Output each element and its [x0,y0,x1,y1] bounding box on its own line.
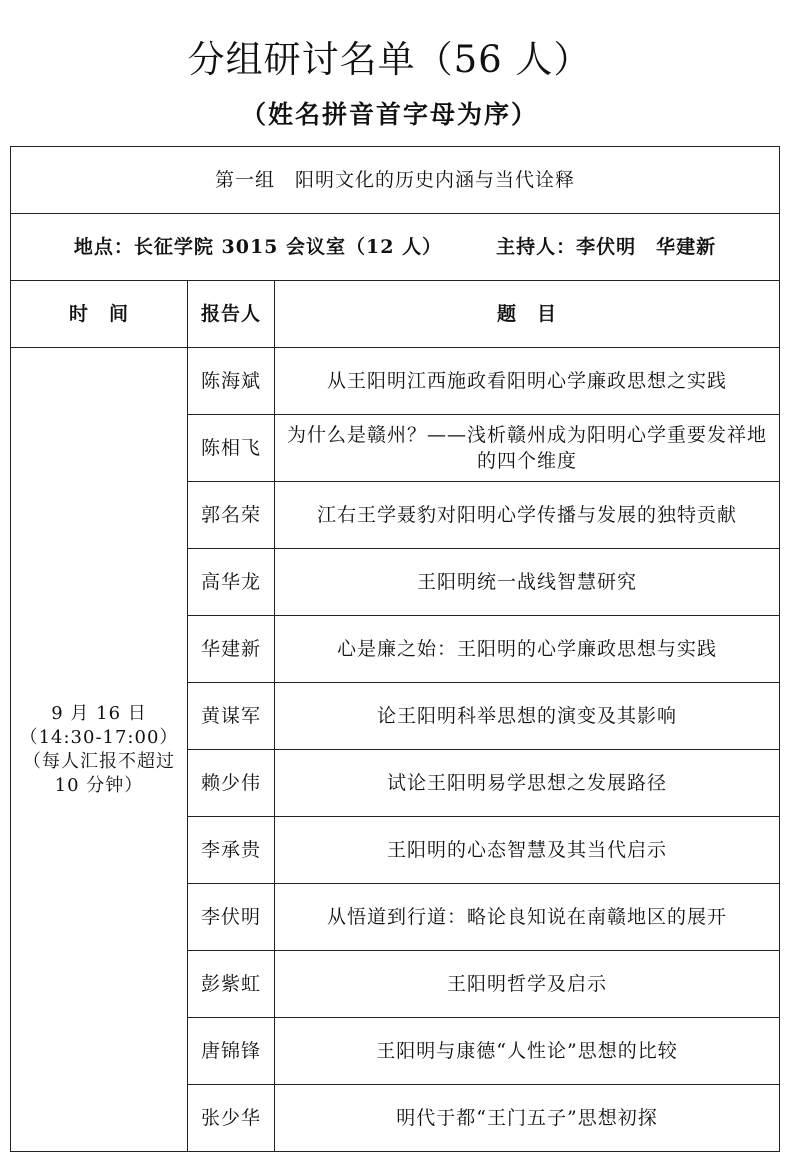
session-date: 9 月 16 日 [51,702,147,724]
speaker-cell: 黄谋军 [188,683,275,750]
column-header-time: 时 间 [11,281,188,348]
page-title: 分组研讨名单（56 人） [187,38,592,81]
topic-cell: 王阳明哲学及启示 [275,951,780,1018]
topic-cell: 王阳明统一战线智慧研究 [275,549,780,616]
speaker-cell: 郭名荣 [188,482,275,549]
session-time-cell [11,348,188,1152]
topic-cell: 试论王阳明易学思想之发展路径 [275,750,780,817]
speaker-cell: 李承贵 [188,817,275,884]
column-header-row [11,281,780,348]
roster-table [10,146,780,1152]
group-heading: 第一组 阳明文化的历史内涵与当代诠释 [11,147,780,214]
speaker-cell: 高华龙 [188,549,275,616]
topic-cell: 从悟道到行道：略论良知说在南赣地区的展开 [275,884,780,951]
location-cell [11,214,780,281]
topic-cell: 心是廉之始：王阳明的心学廉政思想与实践 [275,616,780,683]
topic-cell: 论王阳明科举思想的演变及其影响 [275,683,780,750]
speaker-cell: 李伏明 [188,884,275,951]
speaker-cell: 唐锦锋 [188,1018,275,1085]
location-text: 地点：长征学院 3015 会议室（12 人） [73,236,443,258]
topic-cell: 为什么是赣州？——浅析赣州成为阳明心学重要发祥地的四个维度 [275,415,780,482]
topic-cell: 王阳明与康德“人性论”思想的比较 [275,1018,780,1085]
group-heading-row [11,147,780,214]
topic-cell: 王阳明的心态智慧及其当代启示 [275,817,780,884]
speaker-cell: 陈海斌 [188,348,275,415]
table-row [11,348,780,415]
speaker-cell: 华建新 [188,616,275,683]
location-row [11,214,780,281]
topic-cell: 江右王学聂豹对阳明心学传播与发展的独特贡献 [275,482,780,549]
column-header-speaker: 报告人 [188,281,275,348]
session-note-line2: 10 分钟） [54,774,144,796]
column-header-topic: 题 目 [275,281,780,348]
session-hours: （14:30-17:00） [19,726,179,748]
topic-cell: 明代于都“王门五子”思想初探 [275,1085,780,1152]
speaker-cell: 张少华 [188,1085,275,1152]
speaker-cell: 赖少伟 [188,750,275,817]
host-text: 主持人：李伏明 华建新 [496,236,717,258]
topic-cell: 从王阳明江西施政看阳明心学廉政思想之实践 [275,348,780,415]
session-note-line1: （每人汇报不超过 [23,750,175,772]
page-subtitle: （姓名拼音首字母为序） [240,100,538,129]
speaker-cell: 陈相飞 [188,415,275,482]
speaker-cell: 彭紫虹 [188,951,275,1018]
